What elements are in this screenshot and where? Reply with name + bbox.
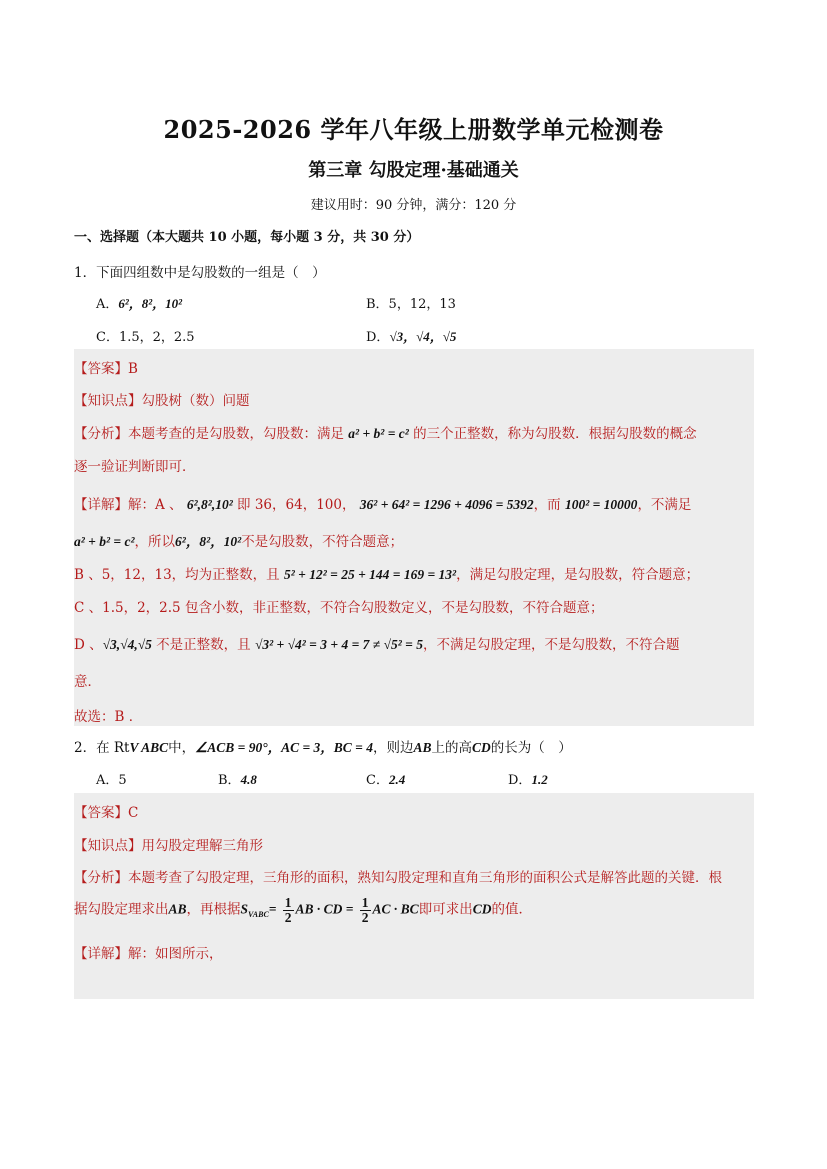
q2-kp-tag: 【知识点】 [74,838,142,854]
q1-detail-math-2: 36² + 64² = 1296 + 4096 = 5392 [359,497,534,512]
q2-analysis-math-sub: VABC [248,910,269,920]
page-title: 2025-2026 学年八年级上册数学单元检测卷 [163,115,664,144]
q2-stem-math-1: V ABC [129,740,169,755]
q2-fraction-2-num: 1 [361,895,369,910]
q2-fraction-1-num: 1 [284,895,292,910]
q2-option-d [508,769,548,788]
q2-detail-line [74,942,223,962]
q2-option-c-label: C． [366,773,389,788]
q2-fraction-2 [360,896,371,924]
q2-option-d-label: D． [508,773,532,788]
q2-analysis-text-1: 本题考查了勾股定理，三角形的面积，熟知勾股定理和直角三角形的面积公式是解答此题的关键．根 [128,870,722,886]
q2-answer [74,801,138,821]
q2-answer-tag: 【答案】 [74,805,128,821]
q2-analysis-text-b: ，再根据 [186,901,241,918]
page-subtitle: 第三章 勾股定理·基础通关 [308,160,519,181]
q1-analysis-line-2: 逐一验证判断即可． [74,459,196,475]
q2-analysis-line-1 [74,866,722,886]
q2-analysis-tag: 【分析】 [74,870,128,886]
q1-detail-tag: 【详解】 [74,497,128,513]
q1-option-b: B．5，12，13 [366,297,456,312]
q2-option-b [218,769,257,788]
exam-meta: 建议用时：90 分钟，满分：120 分 [310,198,517,213]
q2-fraction-1-den: 2 [284,909,292,925]
q2-option-b-label: B． [218,773,241,788]
q1-option-a [96,293,182,312]
q2-analysis-line-2 [74,896,532,924]
q2-analysis-math-abcd: AB · CD = [295,901,354,917]
q1-detail-text-d: ，不满足 [637,497,692,513]
q2-stem-math-4: CD [472,740,491,755]
q2-stem-text-e: 的长为（ ） [490,740,572,756]
q2-detail-text: 解：如图所示， [128,946,223,962]
q1-analysis-text-b: 的三个正整数，称为勾股数．根据勾股数的概念 [413,426,697,442]
q1-detail-line3-text-a: B 、5，12，13，均为正整数，且 [74,567,280,583]
q1-option-d-label: D． [366,330,390,345]
q1-analysis-text-a: 本题考查的是勾股数，勾股数：满足 [128,426,344,442]
q1-detail-line2-math: a² + b² = c² [74,534,135,549]
q2-analysis-text-a: 据勾股定理求出 [74,901,169,918]
q2-analysis-text-d: 的值． [491,901,532,918]
q1-detail-math-1: 6²,8²,10² [186,497,233,512]
q2-option-c-value: 2.4 [388,772,406,787]
q2-stem-text-b: 中， [168,740,196,756]
question-2-stem [74,736,572,756]
q2-stem-text-d: 上的高 [431,740,473,756]
question-1-stem: 1．下面四组数中是勾股数的一组是（ ） [74,265,326,281]
q1-detail-line3-math: 5² + 12² = 25 + 144 = 169 = 13² [283,567,457,582]
q1-detail-math-3: 100² = 10000 [564,497,638,512]
q1-detail-line-1 [74,493,691,513]
q1-answer-value: B [128,361,138,377]
q1-detail-line-2 [74,530,403,550]
q2-analysis-math-ab: AB [168,901,187,917]
q1-detail-line2-text-a: ，所以 [134,534,176,550]
q1-kp-text: 勾股树（数）问题 [141,393,250,409]
q2-kp-text: 用勾股定理解三角形 [141,838,263,854]
q1-answer-tag: 【答案】 [74,361,128,377]
q1-option-c: C．1.5，2，2.5 [96,330,195,345]
q1-detail-line2-math2: 6²，8²，10² [175,534,242,549]
q2-analysis-text-c: 即可求出 [418,901,473,918]
q2-stem-text-a: 2．在 Rt [74,740,130,756]
q1-detail-text-b: 即 36，64，100， [237,497,356,513]
q1-detail-line5-text-a: D 、 [74,637,103,653]
q1-detail-line-5 [74,633,679,653]
q2-stem-text-c: ，则边 [373,740,414,756]
q1-detail-line3-text-b: ，满足勾股定理，是勾股数，符合题意； [456,567,700,583]
q1-detail-line-3 [74,563,699,583]
q1-detail-line2-text-b: 不是勾股数，不符合题意； [241,534,404,550]
q2-analysis-math-s: S [240,901,249,917]
q2-knowledge-point [74,834,263,854]
q1-analysis-tag: 【分析】 [74,426,128,442]
q1-analysis-math: a² + b² = c² [348,426,409,441]
q2-option-a: A．5 [96,773,127,788]
q2-fraction-1 [283,896,294,924]
q2-analysis-math-cd: CD [472,901,492,917]
q1-knowledge-point [74,389,250,409]
section-heading: 一、选择题（本大题共 10 小题，每小题 3 分，共 30 分） [74,230,420,245]
q2-detail-tag: 【详解】 [74,946,128,962]
q1-option-a-math: 6²，8²，10² [118,296,183,311]
q1-detail-line-6: 意． [74,674,101,690]
q1-detail-text-c: ，而 [533,497,561,513]
q2-option-d-value: 1.2 [531,772,548,787]
q1-kp-tag: 【知识点】 [74,393,142,409]
q2-answer-value: C [128,805,139,821]
q2-stem-math-3: AB [413,740,432,755]
q1-detail-line5-text-b: 不是正整数，且 [156,637,251,653]
q1-option-d [366,326,456,345]
q2-analysis-math-eq: = [268,901,277,917]
q2-fraction-2-den: 2 [361,909,369,925]
q1-analysis-line-1 [74,422,697,442]
q2-analysis-math-acbc: AC · BC [372,901,419,917]
q1-answer [74,357,138,377]
q2-option-c [366,769,405,788]
q1-detail-line5-math1: √3,√4,√5 [102,637,152,652]
q2-stem-math-2: ∠ACB = 90°，AC = 3，BC = 4 [195,740,374,755]
q1-detail-line-4: C 、1.5，2，2.5 包含小数，非正整数，不符合勾股数定义，不是勾股数，不符合题意； [74,600,604,616]
q2-option-b-value: 4.8 [240,772,257,787]
q1-detail-text-a: 解：A 、 [128,497,183,513]
q1-option-a-label: A． [96,297,119,312]
q1-conclusion: 故选：B ． [74,709,143,725]
q1-detail-line5-text-c: ，不满足勾股定理，不是勾股数，不符合题 [422,637,680,653]
q1-detail-line5-math2: √3² + √4² = 3 + 4 = 7 ≠ √5² = 5 [254,637,423,652]
q1-option-d-math: √3，√4，√5 [389,329,457,344]
